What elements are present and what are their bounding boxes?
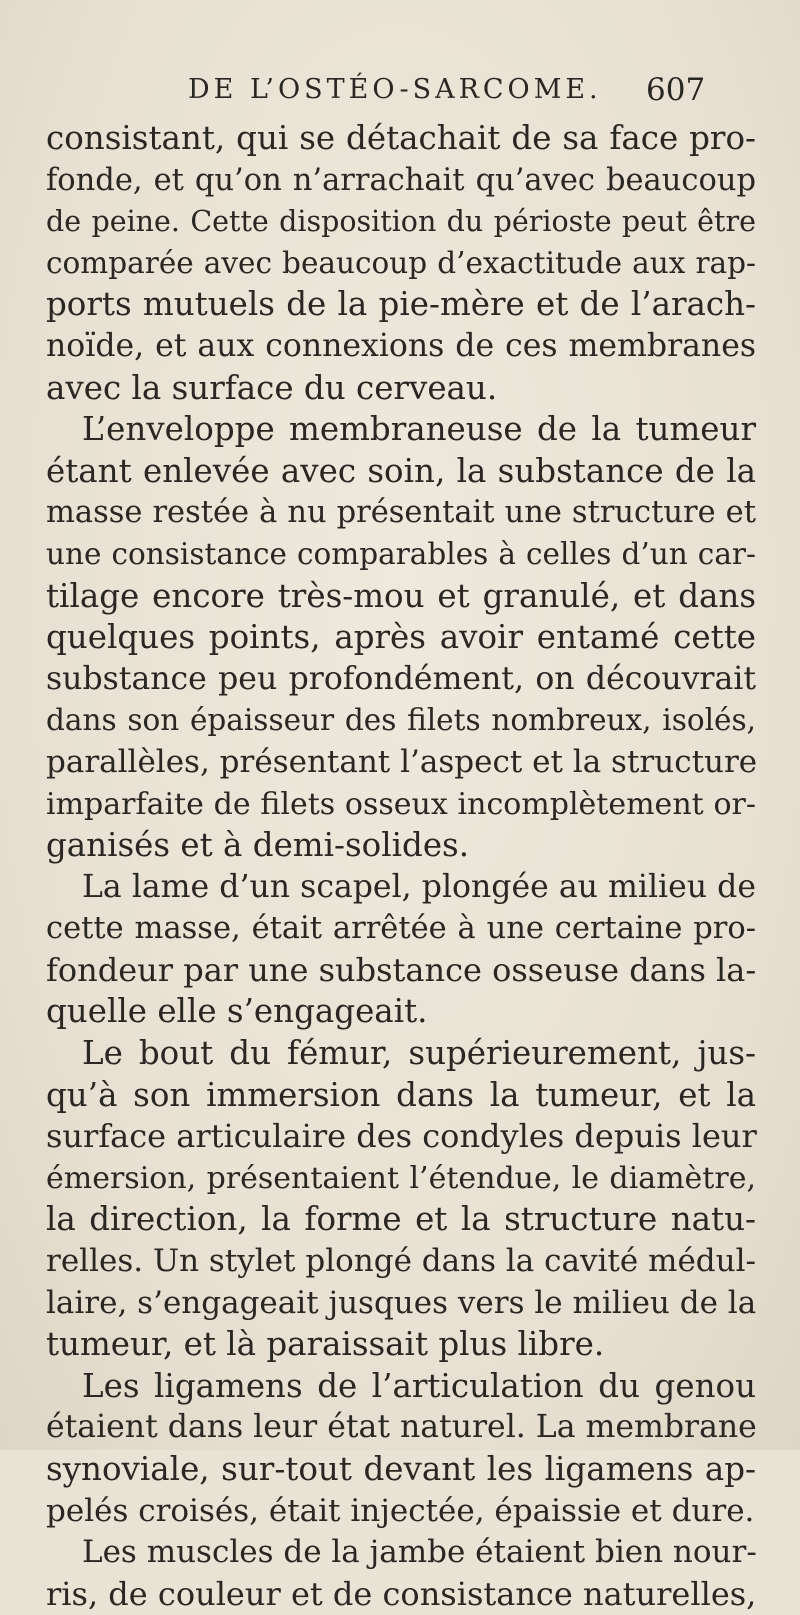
text-line: pelés croisés, était injectée, épaissie et dure. [46, 1492, 755, 1529]
text-line: imparfaite de filets osseux incomplètement or- [46, 786, 756, 822]
paragraph-first-line: Les muscles de la jambe étaient bien nour- [82, 1534, 757, 1571]
text-line: surface articulaire des condyles depuis leur [46, 1117, 757, 1156]
page-number: 607 [646, 72, 706, 108]
text-line: une consistance comparables à celles d’un car- [46, 536, 756, 571]
text-line: avec la surface du cerveau. [46, 368, 498, 407]
paragraph-first-line: L’enveloppe membraneuse de la tumeur [82, 410, 756, 449]
text-line: ports mutuels de la pie-mère et de l’arach- [46, 285, 756, 324]
text-line: de peine. Cette disposition du périoste peut être [46, 205, 756, 239]
text-line: masse restée à nu présentait une structure et [46, 495, 756, 531]
text-line: comparée avec beaucoup d’exactitude aux rap- [46, 245, 756, 280]
paragraph-first-line: La lame d’un scapel, plongée au milieu de [82, 868, 756, 905]
text-line: tilage encore très-mou et granulé, et dans [46, 576, 756, 615]
text-line: laire, s’engageait jusques vers le milieu de la [46, 1284, 757, 1321]
text-line: qu’à son immersion dans la tumeur, et la [46, 1075, 756, 1114]
running-head [0, 72, 800, 112]
paragraph-first-line: Les ligamens de l’articulation du genou [82, 1366, 756, 1405]
running-title: DE L’OSTÉO-SARCOME. [188, 74, 602, 105]
text-line: émersion, présentaient l’étendue, le diamètre, [46, 1160, 756, 1196]
text-line: synoviale, sur-tout devant les ligamens ap- [46, 1450, 756, 1488]
text-line: parallèles, présentant l’aspect et la structure [46, 743, 758, 780]
body-text [46, 118, 756, 1615]
text-line: substance peu profondément, on découvrait [46, 660, 756, 697]
text-line: quelques points, après avoir entamé cette [46, 618, 756, 657]
text-line: relles. Un stylet plongé dans la cavité médul- [46, 1243, 756, 1280]
text-line: dans son épaisseur des filets nombreux, isolés, [46, 703, 756, 738]
text-line: fondeur par une substance osseuse dans la- [46, 950, 757, 989]
text-line: étant enlevée avec soin, la substance de la [46, 451, 756, 490]
text-line: ganisés et à demi-solides. [46, 826, 470, 865]
text-line: quelle elle s’engageait. [46, 992, 428, 1031]
text-line: tumeur, et là paraissait plus libre. [46, 1325, 605, 1364]
paragraph-first-line: Le bout du fémur, supérieurement, jus- [82, 1034, 756, 1073]
text-line: noïde, et aux connexions de ces membranes [46, 327, 756, 364]
text-line: fonde, et qu’on n’arrachait qu’avec beaucoup [46, 162, 756, 198]
text-line: la direction, la forme et la structure natu- [46, 1200, 756, 1239]
text-line: consistant, qui se détachait de sa face pro- [46, 119, 756, 157]
text-line: étaient dans leur état naturel. La membrane [46, 1409, 757, 1446]
text-line: cette masse, était arrêtée à une certaine pro- [46, 911, 756, 947]
text-line: ris, de couleur et de consistance naturelles, [46, 1574, 757, 1613]
